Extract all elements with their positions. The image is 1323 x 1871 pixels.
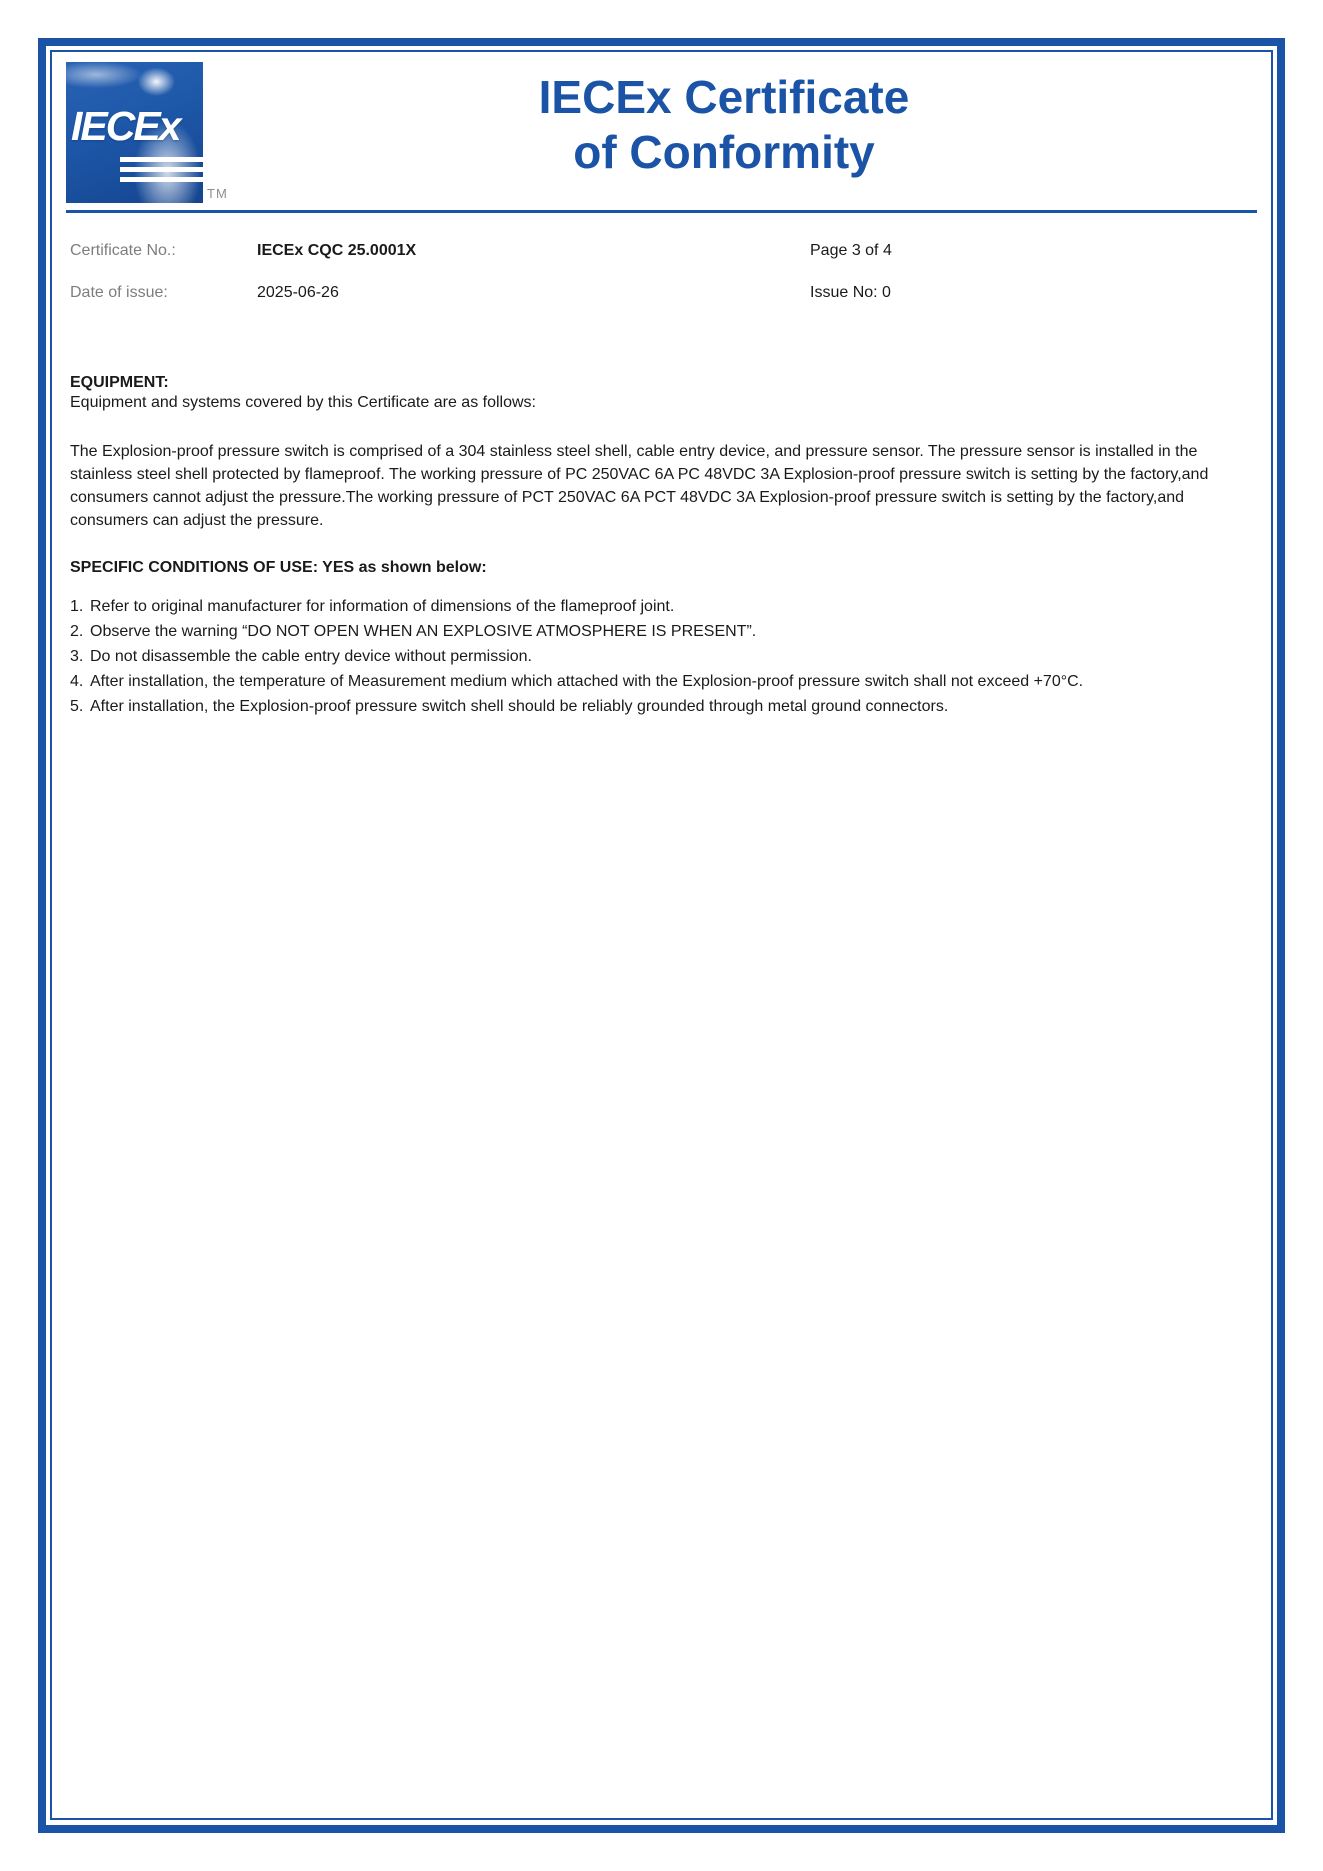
- logo-stripes-icon: [120, 157, 203, 185]
- condition-number: 5.: [70, 698, 84, 715]
- condition-text: Observe the warning “DO NOT OPEN WHEN AN EXPLOSIVE ATMOSPHERE IS PRESENT”.: [90, 623, 757, 640]
- condition-text: Refer to original manufacturer for information of dimensions of the flameproof joint.: [90, 598, 675, 615]
- logo-stripe: [120, 157, 203, 162]
- condition-text: After installation, the Explosion-proof pressure switch shell should be reliably grounded through metal ground connectors.: [90, 698, 949, 715]
- meta-row-date: [0, 283, 1323, 305]
- condition-item: [70, 594, 1250, 619]
- logo-stripe: [120, 177, 203, 182]
- meta-row-certificate: [0, 241, 1323, 263]
- iecex-logo-text: IECEx: [71, 103, 180, 149]
- condition-item: [70, 644, 1250, 669]
- date-of-issue-label: Date of issue:: [70, 284, 168, 301]
- condition-number: 1.: [70, 598, 84, 615]
- condition-text: Do not disassemble the cable entry device without permission.: [90, 648, 532, 665]
- date-of-issue-value: 2025-06-26: [257, 284, 339, 301]
- iecex-logo: [66, 62, 203, 203]
- header-separator: [66, 210, 1257, 213]
- page-title-line-2: of Conformity: [573, 126, 875, 178]
- condition-number: 2.: [70, 623, 84, 640]
- specific-conditions-list: [70, 594, 1250, 719]
- condition-item: [70, 669, 1250, 694]
- equipment-heading: EQUIPMENT:: [70, 374, 169, 391]
- page-indicator: Page 3 of 4: [810, 242, 892, 259]
- issue-no-value: Issue No: 0: [810, 284, 891, 301]
- page-title-line-1: IECEx Certificate: [538, 71, 910, 123]
- condition-item: [70, 694, 1250, 719]
- certificate-no-label: Certificate No.:: [70, 242, 176, 259]
- condition-number: 3.: [70, 648, 84, 665]
- equipment-intro: Equipment and systems covered by this Certificate are as follows:: [70, 394, 536, 411]
- condition-text: After installation, the temperature of Measurement medium which attached with the Explosion-proof pressure switch shall not exceed +70°C.: [90, 673, 1084, 690]
- condition-number: 4.: [70, 673, 84, 690]
- specific-conditions-heading: SPECIFIC CONDITIONS OF USE: YES as shown below:: [70, 559, 487, 576]
- certificate-inner-border: [50, 50, 1273, 1820]
- certificate-no-value: IECEx CQC 25.0001X: [257, 242, 417, 259]
- page-title: [212, 70, 1236, 180]
- logo-trademark: TM: [207, 186, 228, 201]
- equipment-description: The Explosion-proof pressure switch is comprised of a 304 stainless steel shell, cable entry device, and pressure sensor. The pressure sensor is installed in the stainless steel shell protected by flameproof. The working pressure of PC 250VAC 6A PC 48VDC 3A Explosion-proof pressure switch is setting by the factory,and consumers cannot adjust the pressure.The working pressure of PCT 250VAC 6A PCT 48VDC 3A Explosion-proof pressure switch is setting by the factory,and consumers can adjust the pressure.: [70, 443, 1209, 529]
- logo-stripe: [120, 167, 203, 172]
- condition-item: [70, 619, 1250, 644]
